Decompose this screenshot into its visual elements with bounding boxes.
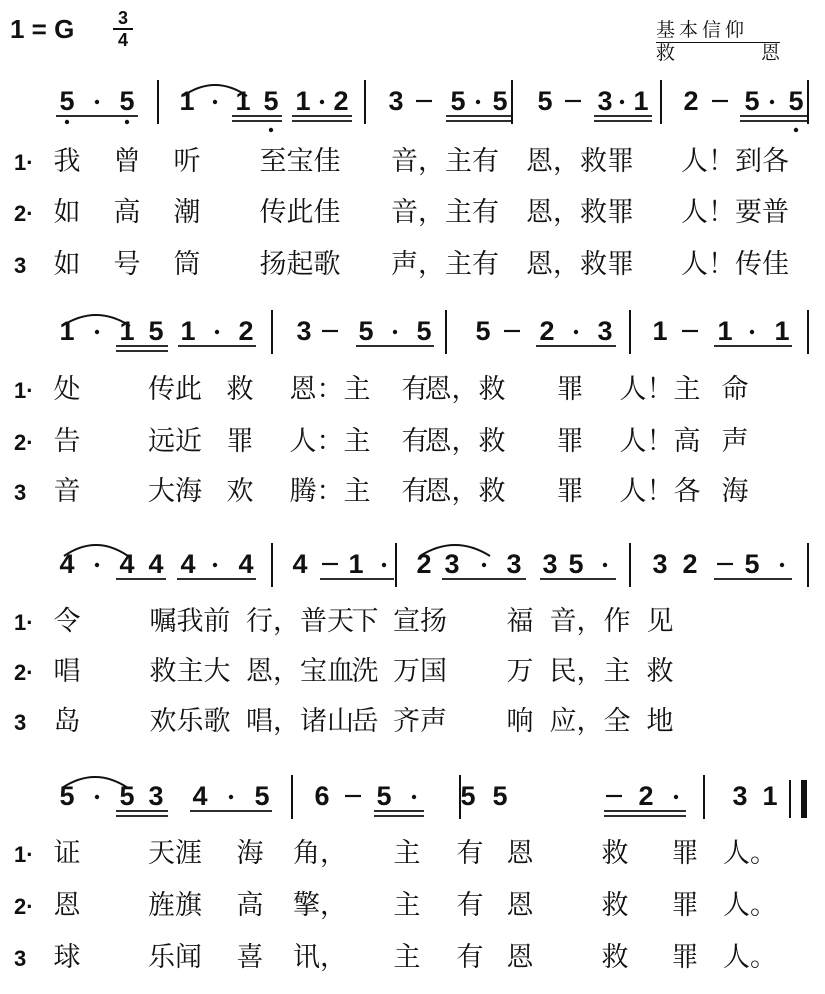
lyric-text: 主 — [393, 890, 421, 921]
lyric-text: 人！到各 — [681, 146, 789, 177]
duration-dot — [770, 100, 774, 104]
lyric-text: 音，主有 — [391, 146, 499, 177]
lyric-text: 如 — [53, 197, 81, 228]
lyric-text: 角， — [293, 838, 347, 869]
lyric-text: 岳 — [351, 706, 379, 737]
lyric-text: 岛 — [53, 706, 81, 737]
lyric-text: 救 — [601, 942, 629, 973]
lyric-text: 听 — [173, 146, 201, 177]
duration-dot — [95, 563, 99, 567]
lyric-text: 见 — [646, 606, 674, 637]
note-number: 3 — [652, 549, 668, 579]
note-number: 3 — [506, 549, 522, 579]
source-sub-1: 救 — [656, 43, 676, 64]
note-number: 1 — [180, 316, 196, 346]
verse-number: 2· — [14, 660, 34, 685]
duration-dot — [320, 100, 324, 104]
verse-number: 2· — [14, 201, 34, 226]
note-number: 2 — [638, 781, 654, 811]
lyric-text: 号 — [113, 249, 141, 280]
verse-number: 3 — [14, 946, 27, 971]
note-number: 5 — [788, 86, 804, 116]
lyric-text: 高 — [236, 890, 264, 921]
note-number: 1 — [59, 316, 75, 346]
note-number: 3 — [732, 781, 748, 811]
lyric-text: 人！要普 — [681, 197, 789, 228]
note-number: 1 — [652, 316, 668, 346]
verse-number: 3 — [14, 253, 27, 278]
lyric-text: 救主大 — [149, 656, 231, 687]
lyric-text: 恩，救 — [424, 426, 506, 457]
lyric-text: 恩，宝血 — [246, 656, 354, 687]
lyric-text: 唱，诸山 — [246, 706, 354, 737]
lyric-text: 罪 — [671, 890, 699, 921]
note-number: 2 — [683, 86, 699, 116]
note-number: 4 — [292, 549, 308, 579]
note-number: 4 — [59, 549, 75, 579]
duration-dot — [229, 795, 233, 799]
note-number: 5 — [492, 86, 508, 116]
note-number: 6 — [314, 781, 330, 811]
lyric-text: 罪 — [671, 838, 699, 869]
note-number: 4 — [148, 549, 164, 579]
note-number: 5 — [537, 86, 553, 116]
note-number: 2 — [416, 549, 432, 579]
note-number: 5 — [376, 781, 392, 811]
lyric-text: 主 — [393, 942, 421, 973]
lyric-text: 有 — [401, 374, 429, 405]
source-title: 基本信仰 — [656, 20, 780, 43]
lyric-text: 响 — [506, 706, 534, 737]
verse-number: 2· — [14, 430, 34, 455]
lyric-text: 讯， — [293, 942, 347, 973]
lyric-text: 声 — [721, 426, 749, 457]
duration-dot — [674, 795, 678, 799]
lyric-text: 救 — [601, 838, 629, 869]
note-number: 4 — [119, 549, 135, 579]
lyric-text: 欢乐歌 — [149, 706, 231, 737]
lyric-text: 人。 — [723, 838, 777, 869]
lyric-text: 我 — [53, 146, 81, 177]
lyric-text: 旌旗 — [148, 890, 202, 921]
lyric-text: 人！各 — [619, 476, 701, 507]
lyric-text: 筒 — [173, 249, 201, 280]
lyric-text: 海 — [236, 838, 264, 869]
lyric-text: 万 — [506, 656, 534, 687]
lyric-text: 高 — [113, 197, 141, 228]
lyric-text: 音，主有 — [391, 197, 499, 228]
note-number: 4 — [192, 781, 208, 811]
lyric-text: 恩 — [506, 942, 534, 973]
duration-dot — [620, 100, 624, 104]
lyric-text: 有 — [456, 942, 484, 973]
lyric-text: 齐声 — [393, 706, 447, 737]
lyric-text: 宣扬 — [393, 606, 447, 637]
lyric-text: 乐闻 — [148, 942, 202, 973]
lyric-text: 命 — [721, 374, 749, 405]
lyric-text: 罪 — [226, 426, 254, 457]
lyric-text: 海 — [721, 476, 749, 507]
lyric-text: 恩，救罪 — [526, 197, 634, 228]
lyric-text: 腾：主 — [289, 476, 371, 507]
duration-dot — [603, 563, 607, 567]
lyric-text: 救 — [646, 656, 674, 687]
lyric-text: 至宝佳 — [259, 146, 341, 177]
note-number: 5 — [59, 86, 75, 116]
duration-dot — [215, 330, 219, 334]
note-number: 1 — [235, 86, 251, 116]
meter-bottom: 4 — [117, 30, 128, 50]
note-number: 5 — [119, 781, 135, 811]
lyric-text: 救 — [601, 890, 629, 921]
lyric-text: 令 — [53, 606, 81, 637]
duration-dot — [750, 330, 754, 334]
duration-dot — [780, 563, 784, 567]
lyric-text: 唱 — [53, 656, 81, 687]
lyric-text: 罪 — [556, 476, 584, 507]
duration-dot — [213, 100, 217, 104]
lyric-text: 万国 — [393, 656, 447, 687]
note-number: 3 — [296, 316, 312, 346]
lyric-text: 有 — [456, 890, 484, 921]
duration-dot — [476, 100, 480, 104]
lyric-text: 处 — [53, 374, 81, 405]
verse-number: 1· — [14, 378, 34, 403]
lyric-text: 擎， — [293, 890, 347, 921]
octave-dot — [125, 120, 129, 124]
note-number: 1 — [179, 86, 195, 116]
verse-number: 3 — [14, 480, 27, 505]
lyric-text: 人！传佳 — [681, 249, 789, 280]
note-number: 2 — [539, 316, 555, 346]
note-number: 2 — [333, 86, 349, 116]
lyric-text: 洗 — [351, 656, 379, 687]
note-number: 5 — [263, 86, 279, 116]
note-number: 1 — [762, 781, 778, 811]
note-number: 1 — [717, 316, 733, 346]
lyric-text: 欢 — [226, 476, 254, 507]
note-number: 5 — [254, 781, 270, 811]
lyric-text: 人：主 — [289, 426, 371, 457]
duration-dot — [393, 330, 397, 334]
duration-dot — [574, 330, 578, 334]
note-number: 5 — [460, 781, 476, 811]
lyric-text: 如 — [53, 249, 81, 280]
lyric-text: 音，作 — [549, 606, 631, 637]
lyric-text: 恩 — [53, 890, 81, 921]
lyric-text: 潮 — [173, 197, 201, 228]
lyric-text: 曾 — [113, 146, 141, 177]
duration-dot — [213, 563, 217, 567]
note-number: 3 — [597, 316, 613, 346]
lyric-text: 恩，救罪 — [526, 146, 634, 177]
lyric-text: 嘱我前 — [149, 606, 231, 637]
duration-dot — [412, 795, 416, 799]
lyric-text: 恩，救 — [424, 374, 506, 405]
lyric-text: 音 — [53, 476, 81, 507]
lyric-text: 远近 — [148, 426, 202, 457]
lyric-text: 球 — [53, 942, 81, 973]
lyric-text: 传此 — [148, 374, 202, 405]
lyric-text: 民，主 — [549, 656, 631, 687]
lyric-text: 恩 — [506, 838, 534, 869]
lyric-text: 福 — [506, 606, 534, 637]
verse-number: 2· — [14, 894, 34, 919]
note-number: 3 — [542, 549, 558, 579]
note-number: 2 — [682, 549, 698, 579]
note-number: 3 — [388, 86, 404, 116]
lyric-text: 应，全 — [549, 706, 631, 737]
note-number: 5 — [59, 781, 75, 811]
note-number: 3 — [597, 86, 613, 116]
note-number: 5 — [119, 86, 135, 116]
verse-number: 1· — [14, 842, 34, 867]
lyric-text: 有 — [401, 426, 429, 457]
verse-number: 1· — [14, 150, 34, 175]
meter-top: 3 — [117, 8, 128, 28]
verse-number: 3 — [14, 710, 27, 735]
note-number: 1 — [295, 86, 311, 116]
octave-dot — [65, 120, 69, 124]
lyric-text: 恩：主 — [289, 374, 371, 405]
note-number: 1 — [119, 316, 135, 346]
source-sub-2: 恩 — [760, 43, 780, 64]
note-number: 3 — [444, 549, 460, 579]
note-number: 5 — [744, 549, 760, 579]
lyric-text: 告 — [53, 426, 81, 457]
lyric-text: 人！高 — [619, 426, 701, 457]
note-number: 1 — [633, 86, 649, 116]
lyric-text: 人。 — [723, 942, 777, 973]
lyric-text: 天涯 — [148, 838, 202, 869]
lyric-text: 地 — [646, 706, 674, 737]
note-number: 5 — [568, 549, 584, 579]
note-number: 5 — [416, 316, 432, 346]
lyric-text: 救 — [226, 374, 254, 405]
key-signature: 1 = G — [10, 14, 75, 44]
note-number: 4 — [238, 549, 254, 579]
lyric-text: 扬起歌 — [259, 249, 341, 280]
note-number: 5 — [450, 86, 466, 116]
octave-dot — [794, 128, 798, 132]
duration-dot — [95, 795, 99, 799]
lyric-text: 罪 — [556, 426, 584, 457]
lyric-text: 恩 — [506, 890, 534, 921]
duration-dot — [95, 100, 99, 104]
note-number: 1 — [348, 549, 364, 579]
note-number: 5 — [148, 316, 164, 346]
lyric-text: 人！主 — [619, 374, 701, 405]
duration-dot — [382, 563, 386, 567]
lyric-text: 有 — [456, 838, 484, 869]
octave-dot — [269, 128, 273, 132]
verse-number: 1· — [14, 610, 34, 635]
lyric-text: 传此佳 — [259, 197, 341, 228]
lyric-text: 喜 — [236, 942, 264, 973]
note-number: 4 — [180, 549, 196, 579]
lyric-text: 大海 — [148, 476, 202, 507]
note-number: 5 — [358, 316, 374, 346]
duration-dot — [482, 563, 486, 567]
lyric-text: 行，普天 — [246, 606, 354, 637]
lyric-text: 证 — [53, 838, 81, 869]
note-number: 5 — [475, 316, 491, 346]
note-number: 5 — [744, 86, 760, 116]
duration-dot — [95, 330, 99, 334]
lyric-text: 主 — [393, 838, 421, 869]
note-number: 2 — [238, 316, 254, 346]
lyric-text: 恩，救 — [424, 476, 506, 507]
lyric-text: 人。 — [723, 890, 777, 921]
lyric-text: 声，主有 — [391, 249, 499, 280]
note-number: 3 — [148, 781, 164, 811]
lyric-text: 有 — [401, 476, 429, 507]
lyric-text: 罪 — [671, 942, 699, 973]
note-number: 1 — [774, 316, 790, 346]
lyric-text: 下 — [351, 606, 379, 637]
lyric-text: 恩，救罪 — [526, 249, 634, 280]
note-number: 5 — [492, 781, 508, 811]
lyric-text: 罪 — [556, 374, 584, 405]
